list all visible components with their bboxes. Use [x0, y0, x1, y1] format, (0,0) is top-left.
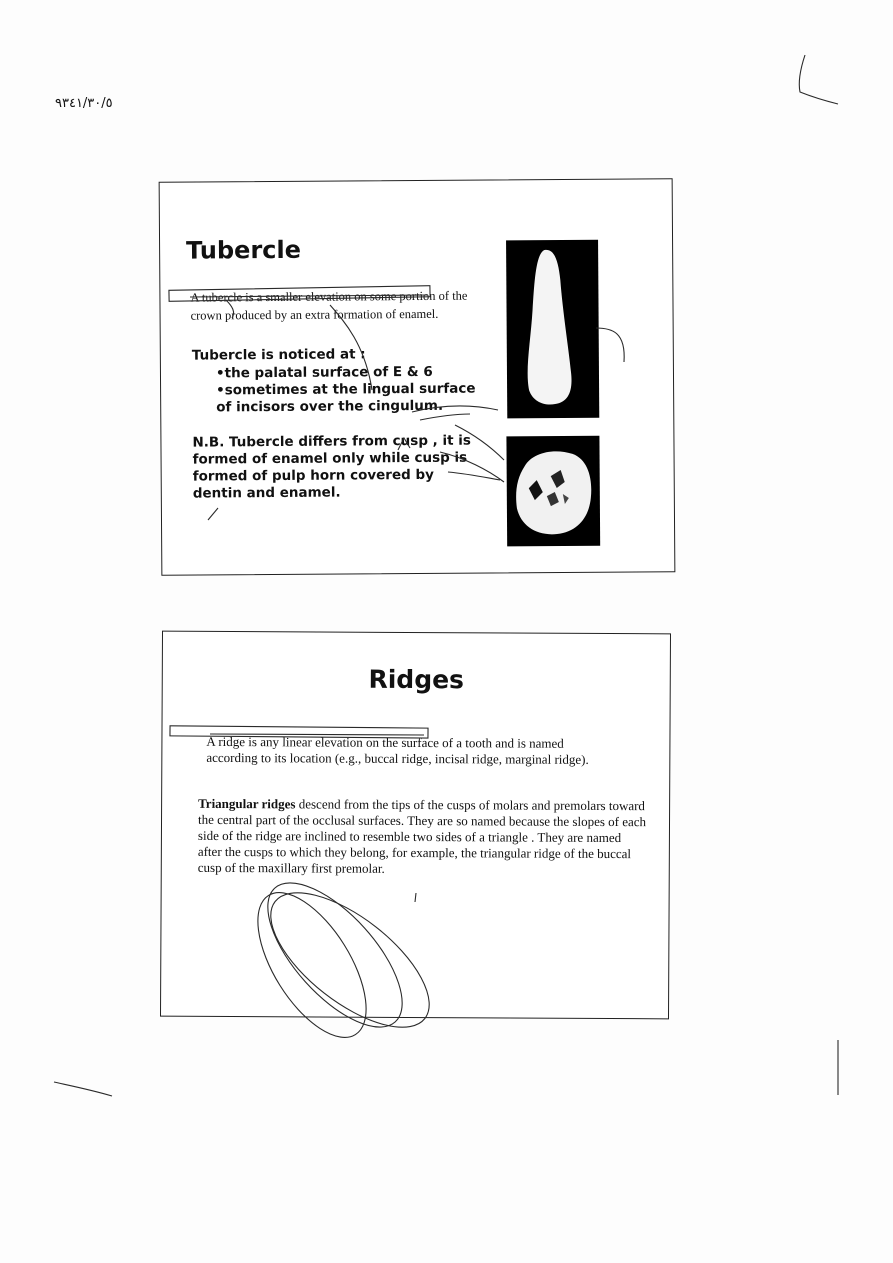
triangular-ridges-text: descend from the tips of the cusps of molars and premolars toward the central part of the occlusal surfaces. They are so named because the slopes of each side of the ridge are inclined to resemble two sides of a triangle . They are named after the cusps to which they belong, for example, the triangular ridge of the buccal cusp of the maxillary first premolar.	[197, 796, 647, 876]
page-date-stamp: ٥/٠٣/١٤٣٩	[55, 96, 113, 111]
list-item: •sometimes at the lingual surface of incisors over the cingulum.	[216, 380, 476, 416]
term-triangular-ridges: Triangular ridges	[198, 795, 296, 812]
incisor-tooth-image	[506, 240, 599, 419]
molar-occlusal-image	[506, 436, 600, 547]
tubercle-definition: A tubercle is a smaller elevation on some portion of the crown produced by an extra formation of enamel.	[190, 288, 468, 323]
list-item: •the palatal surface of E & 6	[215, 363, 433, 382]
slide-tubercle	[159, 178, 676, 576]
slide-title: Tubercle	[186, 235, 302, 265]
ridge-definition: A ridge is any linear elevation on the surface of a tooth and is named according to its location (e.g., buccal ridge, incisal ridge, marginal ridge).	[206, 733, 589, 767]
slide-title: Ridges	[368, 664, 465, 695]
triangular-ridges-paragraph	[198, 796, 648, 878]
location-list	[216, 363, 492, 416]
tubercle-locations	[192, 345, 492, 416]
nb-note: N.B. Tubercle differs from cusp , it is formed of enamel only while cusp is formed of pulp horn covered by dentin and enamel.	[192, 432, 471, 502]
notice-heading: Tubercle is noticed at :	[191, 346, 366, 364]
slide-ridges	[160, 631, 671, 1020]
